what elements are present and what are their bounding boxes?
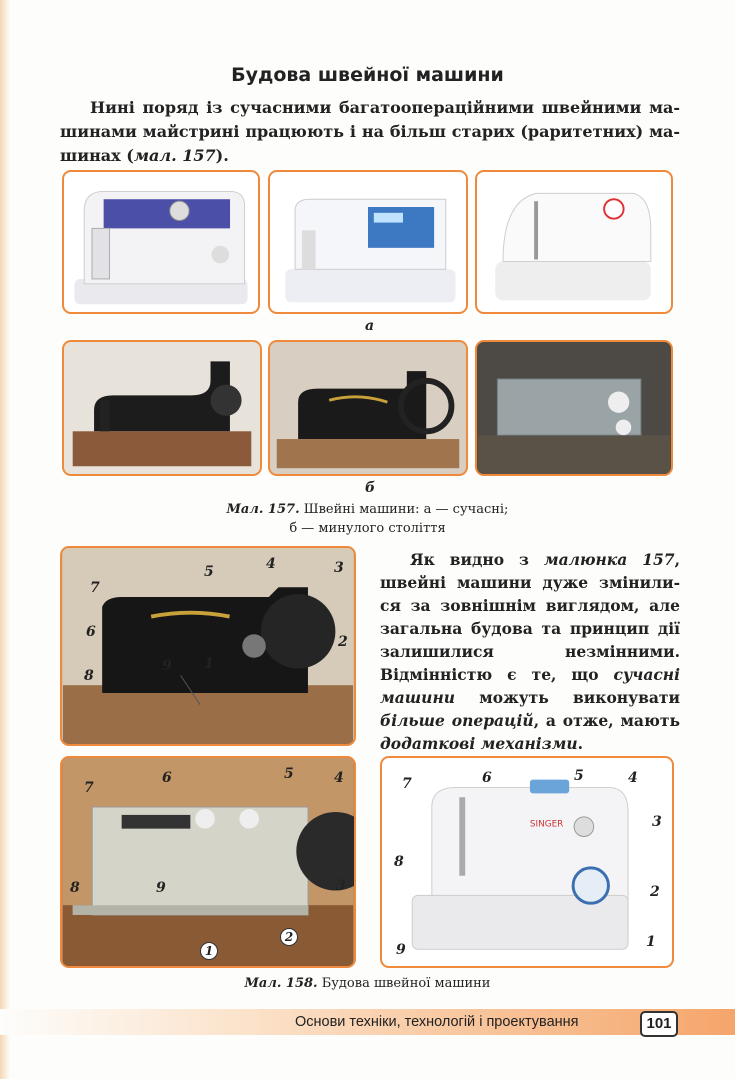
- intro-figure-ref: мал. 157: [133, 146, 216, 165]
- label-4: 4: [628, 770, 638, 786]
- intro-text: [60, 96, 680, 168]
- side-t1: Як видно з: [410, 550, 544, 569]
- figure-label-b: б: [365, 480, 376, 496]
- label-2: 2: [280, 928, 298, 946]
- label-8: 8: [394, 854, 404, 870]
- sewing-machine-icon: [64, 342, 260, 474]
- side-t4: , а отже, мають: [533, 711, 680, 730]
- label-7: 7: [90, 580, 100, 596]
- label-8: 8: [84, 668, 94, 684]
- side-t5: .: [577, 734, 584, 753]
- caption-157-line1: Швейні машини: а — сучасні;: [303, 502, 509, 517]
- label-1: 1: [646, 934, 656, 950]
- sewing-machine-icon: [64, 172, 258, 312]
- label-6: 6: [86, 624, 96, 640]
- photo-labeled-modern-machine: [380, 756, 674, 968]
- label-9: 9: [162, 658, 172, 674]
- label-9: 9: [156, 880, 166, 896]
- photo-labeled-vintage-machine: [60, 546, 356, 746]
- page-number: 101: [640, 1011, 678, 1037]
- side-t3: можуть виконувати: [455, 688, 680, 707]
- label-6: 6: [482, 770, 492, 786]
- label-7: 7: [402, 776, 412, 792]
- side-i3: більше операцій: [380, 711, 534, 730]
- caption-158-text: Будова швейної машини: [321, 976, 491, 991]
- caption-157-lead: Мал. 157.: [226, 502, 300, 517]
- label-8: 8: [70, 880, 80, 896]
- label-4: 4: [266, 556, 276, 572]
- label-3: 3: [652, 814, 662, 830]
- intro-paragraph: [60, 96, 680, 168]
- caption-158-lead: Мал. 158.: [244, 976, 318, 991]
- figure-158-caption: [0, 974, 735, 993]
- label-3: 3: [334, 560, 344, 576]
- sewing-machine-icon: [270, 342, 466, 474]
- intro-text-b: ).: [215, 146, 229, 165]
- sewing-machine-icon: [477, 172, 671, 312]
- label-3: 3: [336, 878, 346, 894]
- caption-157-line2: б — минулого століття: [289, 521, 446, 536]
- photo-labeled-midcentury-machine: [60, 756, 356, 968]
- side-paragraph: [380, 548, 680, 755]
- sewing-machine-icon: [382, 758, 672, 966]
- label-5: 5: [574, 768, 584, 784]
- side-i2: сучасні машини: [380, 665, 680, 707]
- side-i4: додаткові механізми: [380, 734, 578, 753]
- photo-vintage-machine-1: [62, 340, 262, 476]
- label-5: 5: [284, 766, 294, 782]
- page-title: Будова швейної машини: [231, 64, 504, 86]
- page-edge-shadow: [0, 0, 10, 1079]
- label-1: 1: [200, 942, 218, 960]
- label-7: 7: [84, 780, 94, 796]
- photo-modern-machine-1: [62, 170, 260, 314]
- photo-modern-machine-2: [268, 170, 468, 314]
- label-2: 2: [650, 884, 660, 900]
- sewing-machine-icon: [62, 758, 354, 966]
- side-text: [380, 548, 680, 755]
- label-1: 1: [204, 656, 214, 672]
- photo-vintage-machine-3: [475, 340, 673, 476]
- photo-modern-machine-3: [475, 170, 673, 314]
- label-9: 9: [396, 942, 406, 958]
- side-i1: малюнка 157: [543, 550, 675, 569]
- label-4: 4: [334, 770, 344, 786]
- sewing-machine-icon: [477, 342, 671, 474]
- footer-title: Основи техніки, технологій і проектування: [295, 1014, 579, 1030]
- side-t2: , швейні машини дуже змінили-ся за зовнішнім виглядом, але загальна будова та принцип дії залишилися незмінними. Відмінністю є те, що: [380, 550, 680, 684]
- sewing-machine-icon: [270, 172, 466, 312]
- label-5: 5: [204, 564, 214, 580]
- label-6: 6: [162, 770, 172, 786]
- svg-text:SINGER: SINGER: [529, 819, 564, 830]
- intro-text-a: Нині поряд із сучасними багатоопераційними швейними ма-шинами майстрині працюють і на більш старих (раритетних) ма-шинах (: [60, 98, 680, 165]
- photo-vintage-machine-2: [268, 340, 468, 476]
- figure-label-a: а: [365, 318, 375, 334]
- figure-157-caption: [0, 500, 735, 538]
- label-2: 2: [338, 634, 348, 650]
